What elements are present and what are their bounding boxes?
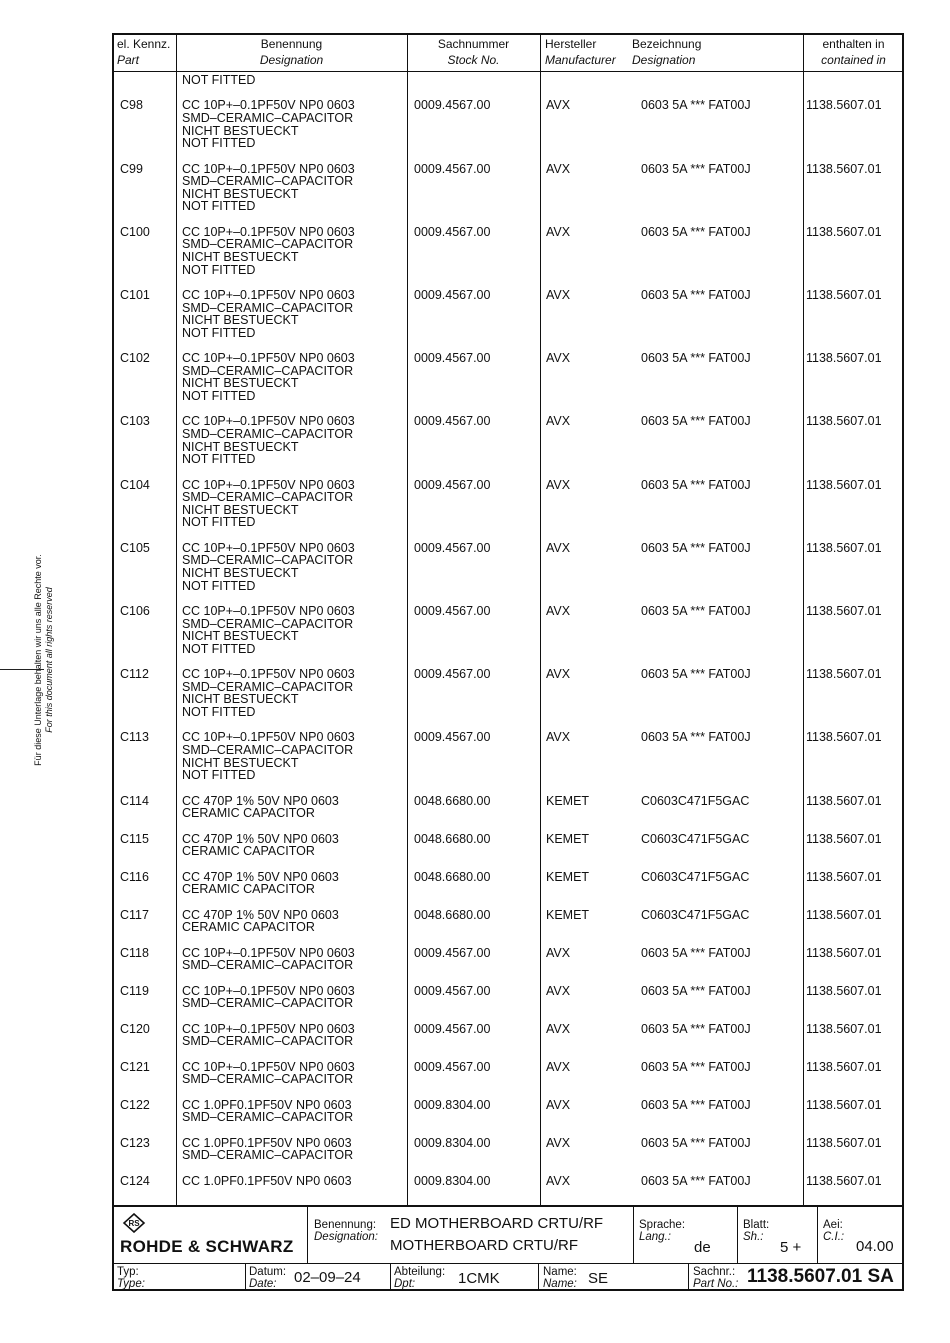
description-line: NOT FITTED: [182, 325, 256, 340]
description-line: CC 10P+–0.1PF50V NP0 0603: [182, 667, 355, 682]
description-line: NOT FITTED: [182, 199, 256, 214]
description-cell: [182, 163, 407, 213]
designation-cell: 0603 5A *** FAT00J: [641, 540, 751, 555]
description-line: CC 1.0PF0.1PF50V NP0 0603: [182, 1135, 352, 1150]
manufacturer-cell: AVX: [546, 730, 571, 745]
designation-cell: 0603 5A *** FAT00J: [641, 1059, 751, 1074]
description-line: CC 10P+–0.1PF50V NP0 0603: [182, 604, 355, 618]
stock-number-cell: 0009.4567.00: [414, 667, 491, 682]
description-line: CC 470P 1% 50V NP0 0603: [182, 907, 339, 922]
designation-cell: 0603 5A *** FAT00J: [641, 1173, 751, 1188]
manufacturer-cell: AVX: [546, 604, 571, 618]
manufacturer-cell: AVX: [546, 98, 571, 113]
stock-number-cell: 0048.6680.00: [414, 907, 491, 922]
sachnr-label: Sachnr.: Part No.:: [693, 1266, 739, 1290]
stock-number-cell: 0009.4567.00: [414, 945, 491, 960]
contained-in-cell: 1138.5607.01: [806, 1059, 882, 1074]
description-cell: [182, 479, 407, 529]
description-line: CC 10P+–0.1PF50V NP0 0603: [182, 351, 355, 366]
part-cell: C122: [120, 1097, 150, 1112]
designation-cell: C0603C471F5GAC: [641, 869, 750, 884]
description-line: NOT FITTED: [182, 136, 256, 151]
manufacturer-cell: AVX: [546, 414, 571, 429]
contained-in-cell: 1138.5607.01: [806, 793, 882, 808]
description-line: SMD–CERAMIC–CAPACITOR: [182, 1110, 354, 1125]
manufacturer-cell: KEMET: [546, 907, 590, 922]
description-line: SMD–CERAMIC–CAPACITOR: [182, 679, 354, 694]
description-line: CC 10P+–0.1PF50V NP0 0603: [182, 1059, 355, 1074]
designation-cell: 0603 5A *** FAT00J: [641, 224, 751, 239]
typ-label: Typ: Type:: [117, 1266, 145, 1290]
title-block-top: [114, 1207, 902, 1264]
manufacturer-cell: AVX: [546, 540, 571, 555]
header-manufacturer: Hersteller Manufacturer: [545, 37, 616, 67]
contained-in-cell: 1138.5607.01: [806, 414, 882, 429]
contained-in-cell: 1138.5607.01: [806, 1021, 882, 1036]
part-cell: C102: [120, 351, 150, 366]
stock-number-cell: 0048.6680.00: [414, 831, 491, 846]
contained-in-cell: 1138.5607.01: [806, 869, 882, 884]
description-cell: [182, 352, 407, 402]
contained-in-cell: 1138.5607.01: [806, 540, 882, 555]
description-line: NOT FITTED: [182, 704, 256, 719]
manufacturer-cell: AVX: [546, 1135, 571, 1150]
description-line: NICHT BESTUECKT: [182, 692, 299, 707]
description-cell: [182, 289, 407, 339]
contained-in-cell: 1138.5607.01: [806, 945, 882, 960]
designation-cell: 0603 5A *** FAT00J: [641, 414, 751, 429]
part-cell: C104: [120, 477, 150, 492]
description-line: CC 470P 1% 50V NP0 0603: [182, 869, 339, 884]
part-cell: C121: [120, 1059, 150, 1074]
contained-in-cell: 1138.5607.01: [806, 1097, 882, 1112]
description-line: CC 470P 1% 50V NP0 0603: [182, 831, 339, 846]
part-cell: C103: [120, 414, 150, 429]
description-line: CERAMIC CAPACITOR: [182, 882, 315, 897]
manufacturer-cell: KEMET: [546, 831, 590, 846]
description-line: NOT FITTED: [182, 515, 256, 530]
stock-number-cell: 0009.8304.00: [414, 1097, 491, 1112]
manufacturer-cell: AVX: [546, 1059, 571, 1074]
title-en: MOTHERBOARD CRTU/RF: [390, 1237, 579, 1254]
description-line: NOT FITTED: [182, 73, 256, 87]
part-cell: C118: [120, 945, 149, 960]
header-stock: Sachnummer Stock No.: [437, 37, 510, 67]
department-value: 1CMK: [458, 1270, 500, 1287]
language-value: de: [694, 1239, 711, 1256]
contained-in-cell: 1138.5607.01: [806, 477, 882, 492]
stock-number-cell: 0009.4567.00: [414, 414, 491, 429]
part-cell: C115: [120, 831, 149, 846]
description-line: NICHT BESTUECKT: [182, 755, 299, 770]
description-cell: [182, 1023, 407, 1048]
stock-number-cell: 0009.4567.00: [414, 604, 491, 618]
part-cell: C106: [120, 604, 150, 618]
description-line: SMD–CERAMIC–CAPACITOR: [182, 363, 354, 378]
column-divider: [176, 35, 177, 1205]
contained-in-cell: 1138.5607.01: [806, 161, 882, 176]
contained-in-cell: 1138.5607.01: [806, 224, 882, 239]
title-block: [114, 1205, 902, 1291]
column-divider: [540, 35, 541, 1205]
part-cell: C114: [120, 793, 149, 808]
description-line: NICHT BESTUECKT: [182, 123, 299, 138]
description-line: CC 1.0PF0.1PF50V NP0 0603: [182, 1097, 352, 1112]
description-line: CC 470P 1% 50V NP0 0603: [182, 793, 339, 808]
designation-cell: 0603 5A *** FAT00J: [641, 98, 751, 113]
description-line: CERAMIC CAPACITOR: [182, 806, 315, 821]
name-label: Name: Name:: [543, 1266, 577, 1290]
stock-number-cell: 0009.4567.00: [414, 983, 491, 998]
part-cell: C120: [120, 1021, 150, 1036]
stock-number-cell: 0009.4567.00: [414, 1059, 491, 1074]
stock-number-cell: 0048.6680.00: [414, 869, 491, 884]
datum-label: Datum: Date:: [249, 1266, 287, 1290]
title-block-bottom: [114, 1264, 902, 1291]
part-cell: C119: [120, 983, 149, 998]
designation-cell: 0603 5A *** FAT00J: [641, 983, 751, 998]
header-part: el. Kennz. Part: [117, 37, 171, 67]
description-line: NICHT BESTUECKT: [182, 502, 299, 517]
description-cell: [182, 909, 407, 934]
description-line: CC 10P+–0.1PF50V NP0 0603: [182, 161, 355, 176]
description-line: SMD–CERAMIC–CAPACITOR: [182, 174, 354, 189]
designation-cell: 0603 5A *** FAT00J: [641, 351, 751, 366]
manufacturer-cell: AVX: [546, 1021, 571, 1036]
part-cell: C99: [120, 161, 143, 176]
header-contained-in: enthalten in contained in: [821, 37, 886, 67]
description-line: SMD–CERAMIC–CAPACITOR: [182, 553, 354, 568]
description-cell: [182, 1137, 407, 1162]
designation-cell: 0603 5A *** FAT00J: [641, 604, 751, 618]
description-line: CERAMIC CAPACITOR: [182, 844, 315, 859]
description-line: NICHT BESTUECKT: [182, 439, 299, 454]
description-cell: [182, 985, 407, 1010]
part-cell: C117: [120, 907, 149, 922]
description-line: NOT FITTED: [182, 452, 256, 467]
description-cell: [182, 833, 407, 858]
description-line: SMD–CERAMIC–CAPACITOR: [182, 426, 354, 441]
description-cell: [182, 1099, 407, 1124]
description-line: SMD–CERAMIC–CAPACITOR: [182, 1034, 354, 1049]
description-line: CC 10P+–0.1PF50V NP0 0603: [182, 414, 355, 429]
description-line: NOT FITTED: [182, 768, 256, 783]
description-line: NOT FITTED: [182, 641, 256, 656]
manufacturer-cell: AVX: [546, 161, 571, 176]
part-cell: C98: [120, 98, 143, 113]
description-line: CC 10P+–0.1PF50V NP0 0603: [182, 288, 355, 302]
description-cell: [182, 226, 407, 276]
part-cell: C101: [120, 288, 150, 302]
part-cell: C124: [120, 1173, 150, 1188]
designation-cell: 0603 5A *** FAT00J: [641, 288, 751, 302]
part-number-value: 1138.5607.01 SA: [747, 1266, 894, 1287]
stock-number-cell: 0009.4567.00: [414, 1021, 491, 1036]
manufacturer-cell: AVX: [546, 1173, 571, 1188]
designation-cell: C0603C471F5GAC: [641, 907, 750, 922]
designation-cell: 0603 5A *** FAT00J: [641, 730, 751, 745]
description-line: NICHT BESTUECKT: [182, 565, 299, 580]
description-cell: [182, 99, 407, 149]
description-line: SMD–CERAMIC–CAPACITOR: [182, 1148, 354, 1163]
manufacturer-cell: AVX: [546, 477, 571, 492]
description-cell: [182, 542, 407, 592]
stock-number-cell: 0009.4567.00: [414, 540, 491, 555]
date-value: 02–09–24: [294, 1269, 361, 1286]
part-cell: C113: [120, 730, 149, 745]
manufacturer-cell: AVX: [546, 983, 571, 998]
description-line: CC 10P+–0.1PF50V NP0 0603: [182, 1021, 355, 1036]
part-cell: C105: [120, 540, 150, 555]
sprache-label: Sprache: Lang.:: [639, 1219, 686, 1243]
table-header: [114, 35, 902, 72]
description-line: SMD–CERAMIC–CAPACITOR: [182, 490, 354, 505]
part-cell: C123: [120, 1135, 150, 1150]
stock-number-cell: 0048.6680.00: [414, 793, 491, 808]
description-cell: [182, 74, 407, 87]
contained-in-cell: 1138.5607.01: [806, 1173, 882, 1188]
contained-in-cell: 1138.5607.01: [806, 831, 882, 846]
description-line: SMD–CERAMIC–CAPACITOR: [182, 742, 354, 757]
description-line: CC 10P+–0.1PF50V NP0 0603: [182, 730, 355, 745]
contained-in-cell: 1138.5607.01: [806, 667, 882, 682]
description-cell: [182, 1175, 407, 1188]
description-line: NOT FITTED: [182, 262, 256, 277]
contained-in-cell: 1138.5607.01: [806, 604, 882, 618]
description-cell: [182, 668, 407, 718]
contained-in-cell: 1138.5607.01: [806, 907, 882, 922]
description-line: SMD–CERAMIC–CAPACITOR: [182, 616, 354, 631]
part-cell: C100: [120, 224, 150, 239]
designation-cell: C0603C471F5GAC: [641, 831, 750, 846]
description-line: SMD–CERAMIC–CAPACITOR: [182, 996, 354, 1011]
description-line: NICHT BESTUECKT: [182, 313, 299, 328]
description-line: CC 10P+–0.1PF50V NP0 0603: [182, 945, 355, 960]
svg-text:RS: RS: [128, 1219, 140, 1228]
header-name: Benennung Designation: [259, 37, 324, 67]
description-line: CC 10P+–0.1PF50V NP0 0603: [182, 540, 355, 555]
stock-number-cell: 0009.4567.00: [414, 161, 491, 176]
header-designation: Bezeichnung Designation: [632, 37, 702, 67]
description-line: SMD–CERAMIC–CAPACITOR: [182, 237, 354, 252]
designation-cell: 0603 5A *** FAT00J: [641, 945, 751, 960]
part-cell: C116: [120, 869, 149, 884]
abteilung-label: Abteilung: Dpt:: [394, 1266, 446, 1290]
company-name: ROHDE & SCHWARZ: [120, 1237, 294, 1256]
title-de: ED MOTHERBOARD CRTU/RF: [390, 1215, 604, 1232]
aei-label: Aei: C.I.:: [823, 1219, 845, 1243]
description-cell: [182, 795, 407, 820]
description-cell: [182, 1061, 407, 1086]
description-line: NICHT BESTUECKT: [182, 629, 299, 644]
manufacturer-cell: AVX: [546, 288, 571, 302]
rights-note-en: For this document all rights reserved: [44, 587, 54, 733]
stock-number-cell: 0009.8304.00: [414, 1173, 491, 1188]
rohde-schwarz-logo-icon: [122, 1213, 146, 1233]
manufacturer-cell: KEMET: [546, 869, 590, 884]
description-cell: [182, 605, 407, 655]
description-cell: [182, 415, 407, 465]
column-divider: [803, 35, 804, 1205]
description-line: CC 10P+–0.1PF50V NP0 0603: [182, 983, 355, 998]
manufacturer-cell: AVX: [546, 667, 571, 682]
description-line: NICHT BESTUECKT: [182, 376, 299, 391]
ci-value: 04.00: [856, 1238, 894, 1255]
designation-cell: 0603 5A *** FAT00J: [641, 1021, 751, 1036]
designation-cell: 0603 5A *** FAT00J: [641, 667, 751, 682]
manufacturer-cell: KEMET: [546, 793, 590, 808]
parts-list-sheet: [112, 33, 904, 1291]
description-line: CC 10P+–0.1PF50V NP0 0603: [182, 98, 355, 113]
manufacturer-cell: AVX: [546, 1097, 571, 1112]
description-line: SMD–CERAMIC–CAPACITOR: [182, 1072, 354, 1087]
description-line: CERAMIC CAPACITOR: [182, 920, 315, 935]
manufacturer-cell: AVX: [546, 224, 571, 239]
manufacturer-cell: AVX: [546, 945, 571, 960]
description-line: NICHT BESTUECKT: [182, 249, 299, 264]
name-value: SE: [588, 1270, 609, 1287]
description-cell: [182, 731, 407, 781]
contained-in-cell: 1138.5607.01: [806, 1135, 882, 1150]
sheet-value: 5 +: [780, 1239, 802, 1256]
designation-cell: 0603 5A *** FAT00J: [641, 161, 751, 176]
benennung-label: Benennung: Designation:: [314, 1219, 378, 1243]
designation-cell: 0603 5A *** FAT00J: [641, 1135, 751, 1150]
stock-number-cell: 0009.4567.00: [414, 351, 491, 366]
contained-in-cell: 1138.5607.01: [806, 351, 882, 366]
contained-in-cell: 1138.5607.01: [806, 288, 882, 302]
stock-number-cell: 0009.4567.00: [414, 477, 491, 492]
description-line: NICHT BESTUECKT: [182, 186, 299, 201]
description-cell: [182, 871, 407, 896]
description-line: SMD–CERAMIC–CAPACITOR: [182, 958, 354, 973]
stock-number-cell: 0009.4567.00: [414, 288, 491, 302]
rights-note-de: Für diese Unterlage behalten wir uns alle Rechte vor.: [33, 554, 43, 766]
description-line: NOT FITTED: [182, 388, 256, 403]
blatt-label: Blatt: Sh.:: [743, 1219, 770, 1243]
description-line: CC 10P+–0.1PF50V NP0 0603: [182, 477, 355, 492]
contained-in-cell: 1138.5607.01: [806, 983, 882, 998]
description-line: CC 1.0PF0.1PF50V NP0 0603: [182, 1173, 352, 1188]
description-line: SMD–CERAMIC–CAPACITOR: [182, 300, 354, 315]
stock-number-cell: 0009.8304.00: [414, 1135, 491, 1150]
designation-cell: C0603C471F5GAC: [641, 793, 750, 808]
column-divider: [407, 35, 408, 1205]
description-line: SMD–CERAMIC–CAPACITOR: [182, 110, 354, 125]
description-line: NOT FITTED: [182, 578, 256, 593]
stock-number-cell: 0009.4567.00: [414, 730, 491, 745]
description-line: CC 10P+–0.1PF50V NP0 0603: [182, 224, 355, 239]
contained-in-cell: 1138.5607.01: [806, 730, 882, 745]
contained-in-cell: 1138.5607.01: [806, 98, 882, 113]
stock-number-cell: 0009.4567.00: [414, 98, 491, 113]
stock-number-cell: 0009.4567.00: [414, 224, 491, 239]
manufacturer-cell: AVX: [546, 351, 571, 366]
designation-cell: 0603 5A *** FAT00J: [641, 1097, 751, 1112]
description-cell: [182, 947, 407, 972]
designation-cell: 0603 5A *** FAT00J: [641, 477, 751, 492]
part-cell: C112: [120, 667, 149, 682]
